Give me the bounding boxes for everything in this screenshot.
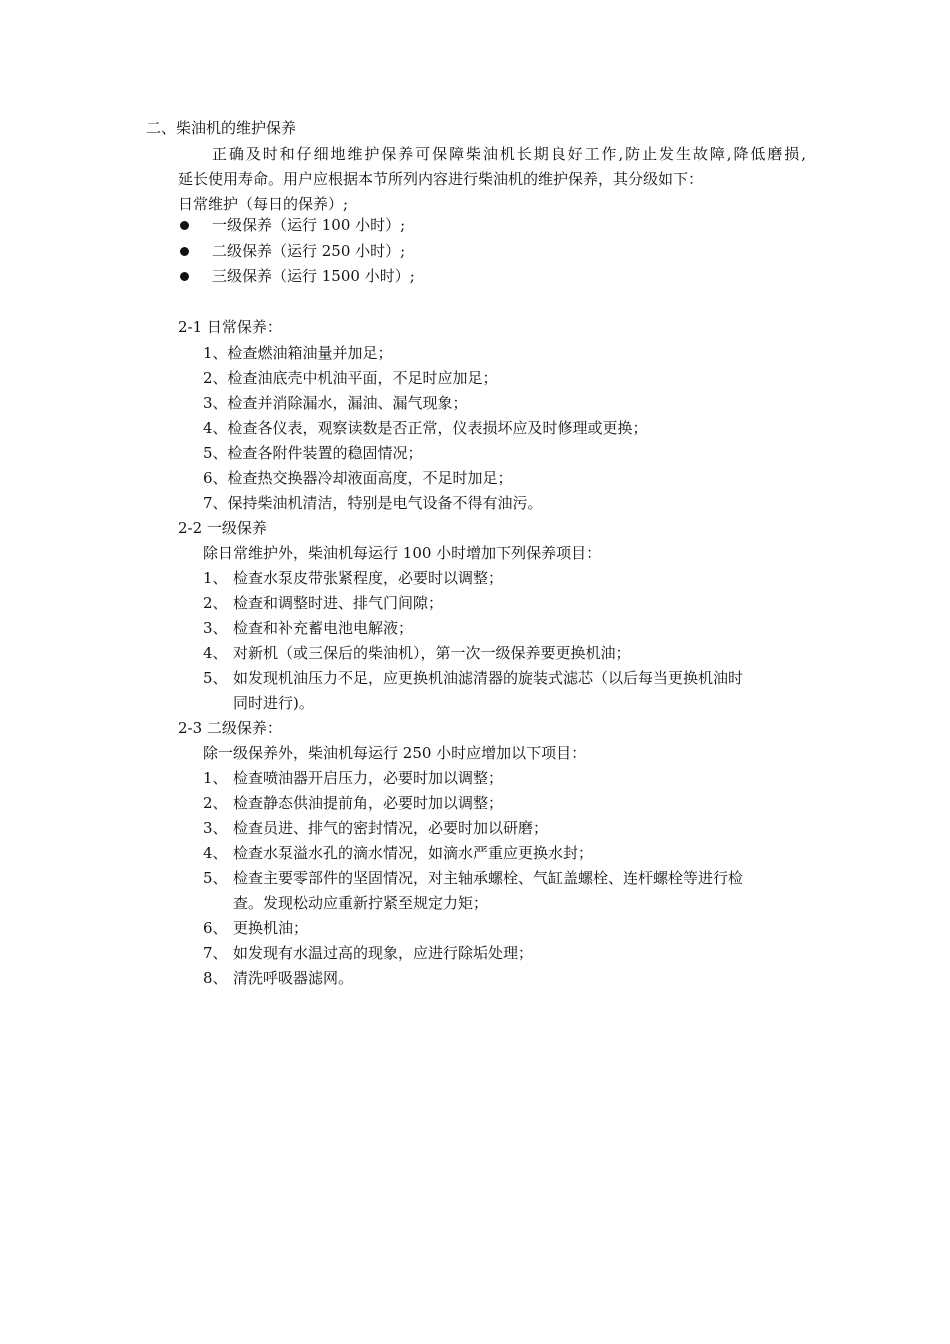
list-item: 5、检查各附件装置的稳固情况； (203, 444, 423, 462)
list-item: 检查和补充蓄电池电解液； (233, 619, 414, 637)
list-item-number: 4、 (203, 644, 228, 662)
section-heading-2-2: 2-2 一级保养 (178, 519, 267, 537)
level-item: 二级保养（运行 250 小时）; (212, 242, 406, 260)
list-item-number: 3、 (203, 819, 228, 837)
list-item-number: 6、 (203, 919, 228, 937)
list-item: 检查静态供油提前角，必要时加以调整； (233, 794, 504, 812)
list-item: 4、检查各仪表，观察读数是否正常，仪表损坏应及时修理或更换； (203, 419, 648, 437)
bullet-icon (180, 272, 189, 281)
list-item: 如发现有水温过高的现象，应进行除垢处理； (233, 944, 534, 962)
list-item-number: 1、 (203, 569, 228, 587)
list-item-number: 2、 (203, 794, 228, 812)
section-intro: 除一级保养外，柴油机每运行 250 小时应增加以下项目： (203, 744, 587, 762)
list-item: 1、检查燃油箱油量并加足； (203, 344, 393, 362)
list-item: 2、检查油底壳中机油平面，不足时应加足； (203, 369, 498, 387)
list-item: 6、检查热交换器冷却液面高度，不足时加足； (203, 469, 513, 487)
list-item-continuation: 同时进行)。 (233, 694, 314, 712)
list-item-number: 4、 (203, 844, 228, 862)
list-item: 3、检查并消除漏水，漏油、漏气现象； (203, 394, 468, 412)
list-item: 对新机（或三保后的柴油机），第一次一级保养要更换机油； (233, 644, 631, 662)
list-item: 检查水泵皮带张紧程度，必要时以调整； (233, 569, 504, 587)
list-item-number: 2、 (203, 594, 228, 612)
list-item-continuation: 查。发现松动应重新拧紧至规定力矩； (233, 894, 489, 912)
list-item-number: 7、 (203, 944, 228, 962)
intro-line-2: 延长使用寿命。用户应根据本节所列内容进行柴油机的维护保养，其分级如下： (178, 170, 704, 188)
list-item: 7、保持柴油机清洁，特别是电气设备不得有油污。 (203, 494, 543, 512)
section-title: 二、柴油机的维护保养 (146, 119, 297, 137)
list-item: 如发现机油压力不足，应更换机油滤清器的旋装式滤芯（以后每当更换机油时 (233, 669, 744, 687)
level-item: 一级保养（运行 100 小时）; (212, 216, 406, 234)
list-item-number: 3、 (203, 619, 228, 637)
list-item-number: 1、 (203, 769, 228, 787)
list-item: 检查水泵溢水孔的滴水情况，如滴水严重应更换水封； (233, 844, 594, 862)
section-heading-2-1: 2-1 日常保养： (178, 318, 282, 336)
list-item-number: 5、 (203, 669, 228, 687)
section-intro: 除日常维护外，柴油机每运行 100 小时增加下列保养项目： (203, 544, 602, 562)
list-item: 清洗呼吸器滤网。 (233, 969, 354, 987)
intro-line-1: 正确及时和仔细地维护保养可保障柴油机长期良好工作,防止发生故障,降低磨损, (212, 145, 806, 163)
list-item: 更换机油； (233, 919, 309, 937)
bullet-icon (180, 221, 189, 230)
bullet-icon (180, 247, 189, 256)
list-item: 检查和调整时进、排气门间隙； (233, 594, 444, 612)
list-item: 检查主要零部件的坚固情况，对主轴承螺栓、气缸盖螺栓、连杆螺栓等进行检 (233, 869, 744, 887)
list-item-number: 5、 (203, 869, 228, 887)
section-heading-2-3: 2-3 二级保养： (178, 719, 282, 737)
list-item: 检查员进、排气的密封情况，必要时加以研磨； (233, 819, 549, 837)
level-item: 三级保养（运行 1500 小时）; (212, 267, 415, 285)
list-item: 检查喷油器开启压力，必要时加以调整； (233, 769, 504, 787)
daily-maintenance-label: 日常维护（每日的保养）; (178, 195, 349, 213)
list-item-number: 8、 (203, 969, 228, 987)
